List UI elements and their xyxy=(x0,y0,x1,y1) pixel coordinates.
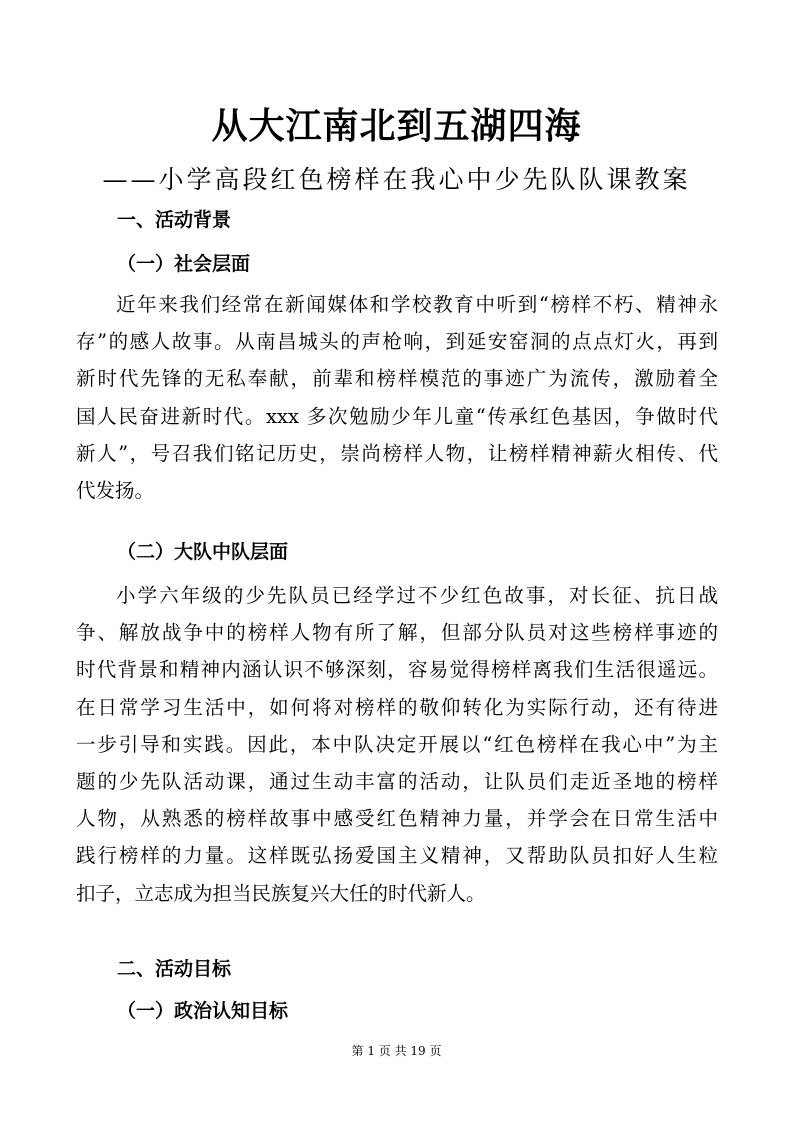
subsection-heading-social: （一）社会层面 xyxy=(117,253,251,275)
paragraph-line: 国人民奋进新时代。xxx 多次勉励少年儿童“传承红色基因，争做时代 xyxy=(76,404,718,428)
paragraph-line: 新时代先锋的无私奉献，前辈和榜样模范的事迹广为流传，激励着全 xyxy=(76,367,718,391)
paragraph-brigade xyxy=(76,577,718,912)
paragraph-line: 新人”，号召我们铭记历史，崇尚榜样人物，让榜样精神薪火相传、代 xyxy=(76,441,718,465)
subsection-heading-political: （一）政治认知目标 xyxy=(117,1000,289,1022)
paragraph-line: 小学六年级的少先队员已经学过不少红色故事，对长征、抗日战 xyxy=(116,584,718,607)
paragraph-line: 近年来我们经常在新闻媒体和学校教育中听到“榜样不朽、精神永 xyxy=(116,293,718,316)
paragraph-line: 一步引导和实践。因此，本中队决定开展以“红色榜样在我心中”为主 xyxy=(76,732,718,756)
section-heading-objectives: 二、活动目标 xyxy=(117,958,232,980)
paragraph-line: 践行榜样的力量。这样既弘扬爱国主义精神，又帮助队员扣好人生粒 xyxy=(76,844,718,868)
paragraph-line: 在日常学习生活中，如何将对榜样的敬仰转化为实际行动，还有待进 xyxy=(76,695,718,719)
document-title: 从大江南北到五湖四海 xyxy=(211,105,582,147)
paragraph-line: 存”的感人故事。从南昌城头的声枪响，到延安窑洞的点点灯火，再到 xyxy=(76,330,718,354)
page-number: 第 1 页 共 19 页 xyxy=(351,1044,442,1058)
paragraph-social xyxy=(76,286,718,509)
paragraph-line: 题的少先队活动课，通过生动丰富的活动，让队员们走近圣地的榜样 xyxy=(76,769,718,793)
paragraph-line: 扣子，立志成为担当民族复兴大任的时代新人。 xyxy=(76,881,486,905)
paragraph-line: 人物，从熟悉的榜样故事中感受红色精神力量，并学会在日常生活中 xyxy=(76,807,718,831)
paragraph-line: 代发扬。 xyxy=(76,478,155,502)
document-subtitle: ——小学高段红色榜样在我心中少先队队课教案 xyxy=(102,165,691,194)
paragraph-line: 争、解放战争中的榜样人物有所了解，但部分队员对这些榜样事迹的 xyxy=(76,621,718,645)
section-heading-background: 一、活动背景 xyxy=(117,209,232,231)
subsection-heading-brigade: （二）大队中队层面 xyxy=(117,541,289,563)
paragraph-line: 时代背景和精神内涵认识不够深刻，容易觉得榜样离我们生活很遥远。 xyxy=(76,658,718,682)
